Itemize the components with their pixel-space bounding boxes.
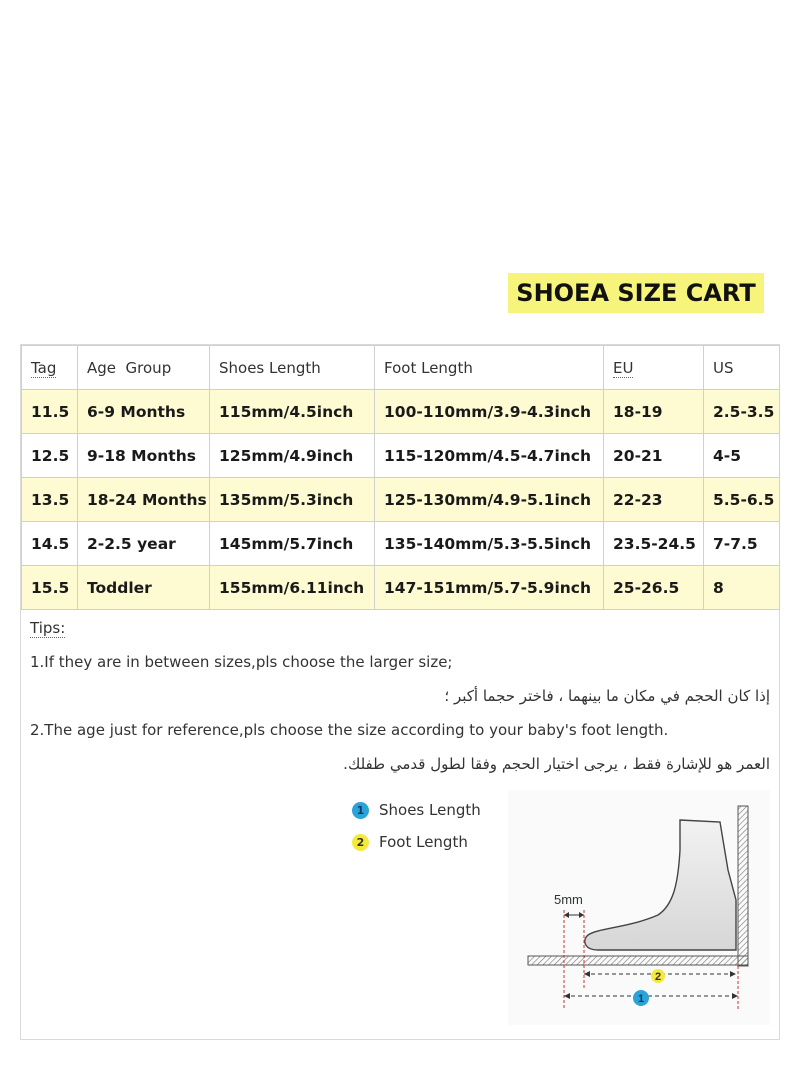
cell-us: 5.5-6.5	[704, 478, 780, 522]
cell-tag: 12.5	[22, 434, 78, 478]
cell-shoes-length: 125mm/4.9inch	[210, 434, 375, 478]
marker-2-icon: 2	[352, 834, 369, 851]
cell-tag: 11.5	[22, 390, 78, 434]
cell-us: 8	[704, 566, 780, 610]
cell-eu: 25-26.5	[604, 566, 704, 610]
tip-1: 1.If they are in between sizes,pls choose the larger size;	[30, 653, 453, 671]
cell-shoes-length: 155mm/6.11inch	[210, 566, 375, 610]
legend-label: Shoes Length	[379, 801, 481, 819]
header-age-group: Age Group	[78, 346, 210, 390]
tip-1-arabic: إذا كان الحجم في مكان ما بينهما ، فاختر حجما أكبر ؛	[444, 687, 770, 705]
cell-tag: 13.5	[22, 478, 78, 522]
gap-label: 5mm	[554, 892, 583, 907]
header-shoes-length: Shoes Length	[210, 346, 375, 390]
cell-age-group: 9-18 Months	[78, 434, 210, 478]
cell-us: 4-5	[704, 434, 780, 478]
cell-us: 7-7.5	[704, 522, 780, 566]
table-row	[22, 390, 780, 434]
tip-2-arabic: العمر هو للإشارة فقط ، يرجى اختيار الحجم وفقا لطول قدمي طفلك.	[343, 755, 770, 773]
cell-shoes-length: 135mm/5.3inch	[210, 478, 375, 522]
header-eu: EU	[604, 346, 704, 390]
tips-heading: Tips:	[30, 619, 66, 637]
cell-foot-length: 147-151mm/5.7-5.9inch	[375, 566, 604, 610]
cell-eu: 22-23	[604, 478, 704, 522]
marker-1-icon: 1	[352, 802, 369, 819]
cell-eu: 23.5-24.5	[604, 522, 704, 566]
cell-eu: 20-21	[604, 434, 704, 478]
cell-tag: 15.5	[22, 566, 78, 610]
marker-2-label: 2	[654, 971, 662, 983]
cell-foot-length: 125-130mm/4.9-5.1inch	[375, 478, 604, 522]
cell-foot-length: 135-140mm/5.3-5.5inch	[375, 522, 604, 566]
cell-tag: 14.5	[22, 522, 78, 566]
tip-2: 2.The age just for reference,pls choose the size according to your baby's foot length.	[30, 721, 669, 739]
cell-age-group: Toddler	[78, 566, 210, 610]
cell-foot-length: 115-120mm/4.5-4.7inch	[375, 434, 604, 478]
legend-item-shoes-length	[352, 801, 481, 819]
table-row	[22, 478, 780, 522]
table-row	[22, 566, 780, 610]
floor	[528, 956, 748, 965]
header-us: US	[704, 346, 780, 390]
wall	[738, 806, 748, 966]
cell-shoes-length: 145mm/5.7inch	[210, 522, 375, 566]
cell-us: 2.5-3.5	[704, 390, 780, 434]
cell-age-group: 2-2.5 year	[78, 522, 210, 566]
table-row	[22, 522, 780, 566]
header-tag: Tag	[22, 346, 78, 390]
table-row	[22, 434, 780, 478]
legend-label: Foot Length	[379, 833, 468, 851]
legend-item-foot-length	[352, 833, 468, 851]
size-table	[21, 345, 780, 610]
cell-age-group: 18-24 Months	[78, 478, 210, 522]
marker-1-label: 1	[637, 993, 645, 1005]
size-chart-title: SHOEA SIZE CART	[508, 273, 764, 313]
header-foot-length: Foot Length	[375, 346, 604, 390]
cell-eu: 18-19	[604, 390, 704, 434]
foot-measurement-diagram	[508, 790, 770, 1025]
table-header-row	[22, 346, 780, 390]
cell-shoes-length: 115mm/4.5inch	[210, 390, 375, 434]
cell-foot-length: 100-110mm/3.9-4.3inch	[375, 390, 604, 434]
cell-age-group: 6-9 Months	[78, 390, 210, 434]
